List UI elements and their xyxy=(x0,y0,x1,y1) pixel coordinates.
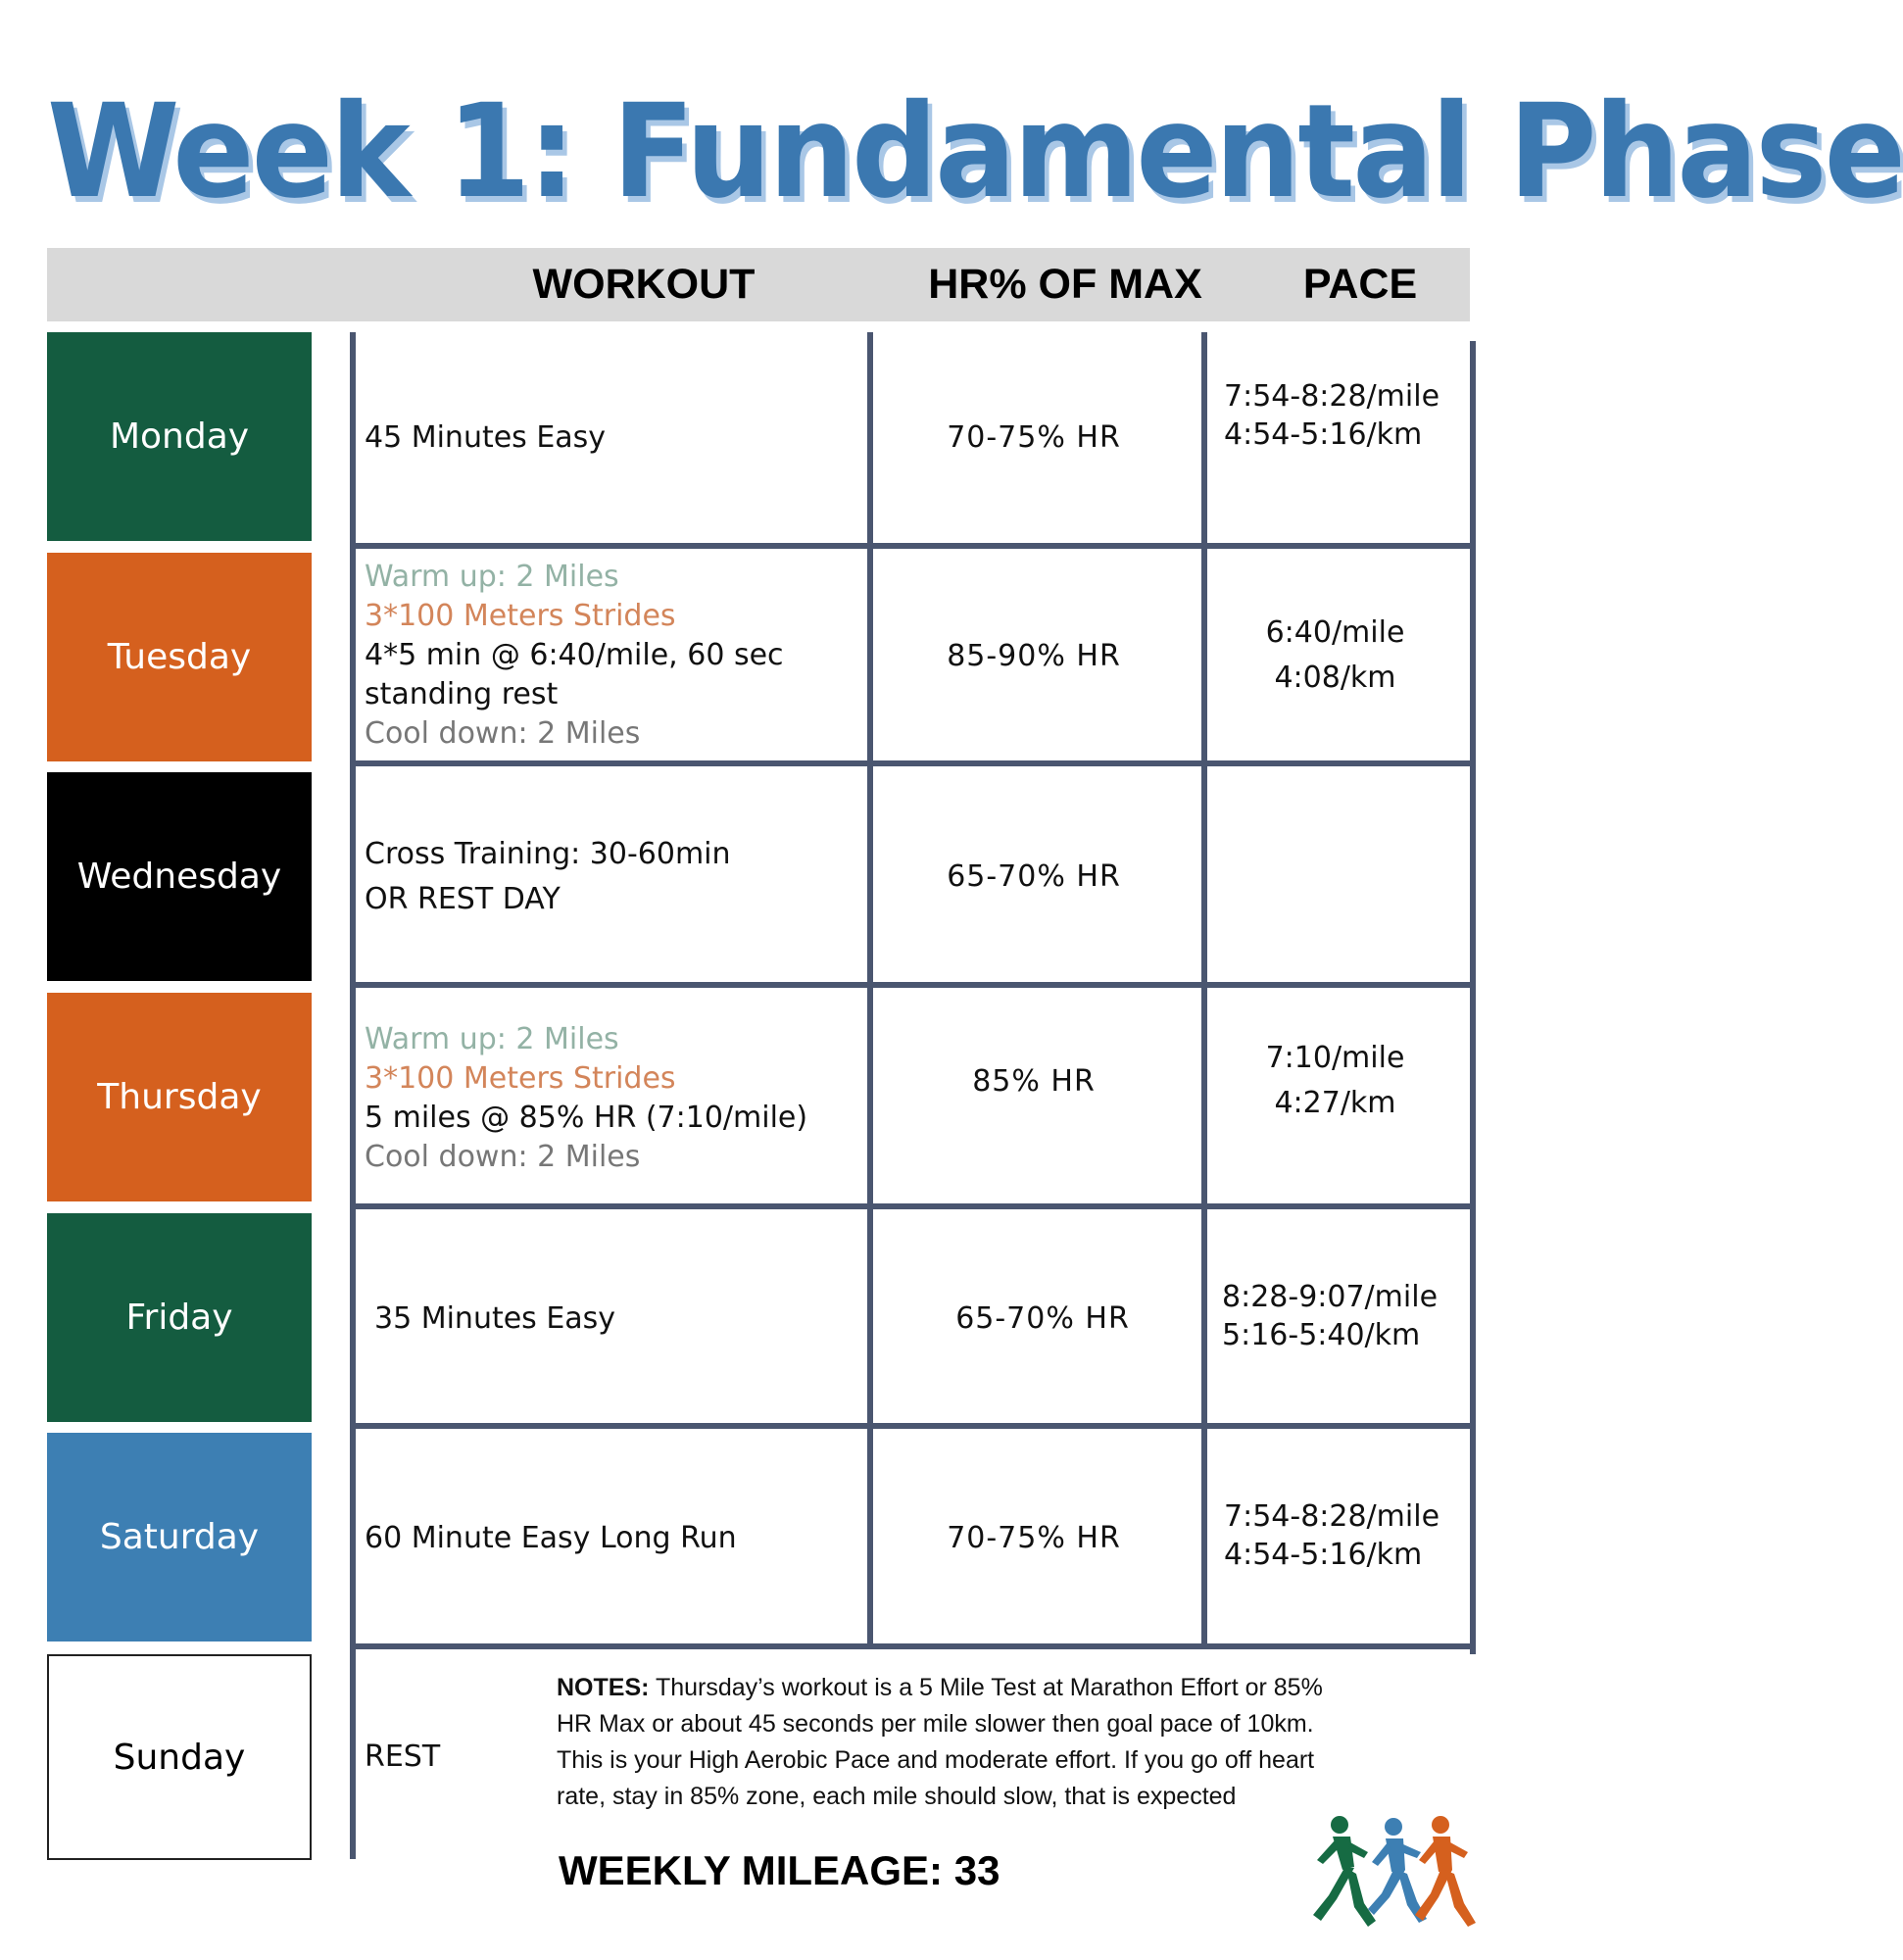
hr-cell-friday: 65-70% HR xyxy=(955,1301,1130,1336)
notes-label: NOTES: xyxy=(557,1674,650,1701)
day-label: Sunday xyxy=(113,1737,246,1778)
grid-line-left xyxy=(350,332,356,1859)
workout-line: Warm up: 2 Miles xyxy=(365,1021,619,1056)
grid-row-divider xyxy=(356,543,1473,549)
workout-line: Cross Training: 30-60min xyxy=(365,836,731,871)
day-thursday xyxy=(47,993,312,1201)
day-tuesday xyxy=(47,553,312,761)
pace-mile: 6:40/mile xyxy=(1265,615,1405,650)
weekly-mileage: WEEKLY MILEAGE: 33 xyxy=(559,1847,1000,1893)
workout-line: 3*100 Meters Strides xyxy=(365,1060,676,1096)
pace-mile: 8:28-9:07/mile xyxy=(1222,1280,1439,1314)
pace-km: 4:27/km xyxy=(1274,1086,1396,1120)
hr-cell-wednesday: 65-70% HR xyxy=(947,859,1121,894)
pace-cell-tuesday xyxy=(1200,553,1470,759)
workout-line: Cool down: 2 Miles xyxy=(365,716,641,751)
pace-cell-friday xyxy=(1200,1213,1470,1419)
day-wednesday xyxy=(47,772,312,981)
workout-cell-wednesday xyxy=(365,772,854,981)
pace-mile: 7:54-8:28/mile xyxy=(1224,1499,1440,1534)
notes xyxy=(557,1670,1458,1815)
day-label: Thursday xyxy=(97,1077,262,1117)
hr-cell-tuesday: 85-90% HR xyxy=(947,638,1121,673)
pace-cell-thursday xyxy=(1200,993,1470,1169)
day-label: Saturday xyxy=(99,1517,260,1557)
workout-cell-thursday xyxy=(365,993,854,1203)
pace-cell-saturday xyxy=(1200,1433,1470,1639)
workout-line: 4*5 min @ 6:40/mile, 60 sec xyxy=(365,638,784,672)
workout-line: Cool down: 2 Miles xyxy=(365,1139,641,1174)
grid-row-divider xyxy=(356,1643,1473,1649)
hr-cell-monday: 70-75% HR xyxy=(947,420,1121,455)
workout-line: 3*100 Meters Strides xyxy=(365,599,676,633)
workout-line: 35 Minutes Easy xyxy=(374,1300,616,1336)
workout-cell-saturday xyxy=(365,1433,854,1643)
pace-km: 5:16-5:40/km xyxy=(1222,1318,1421,1352)
pace-km: 4:54-5:16/km xyxy=(1224,1538,1423,1572)
notes-line: rate, stay in 85% zone, each mile should slow, that is expected xyxy=(557,1783,1237,1810)
day-label: Wednesday xyxy=(76,857,282,897)
workout-line: Warm up: 2 Miles xyxy=(365,560,619,594)
pace-mile: 7:10/mile xyxy=(1265,1041,1405,1075)
pace-mile: 7:54-8:28/mile xyxy=(1224,379,1440,414)
grid-row-divider xyxy=(356,982,1473,988)
workout-cell-friday xyxy=(365,1213,854,1424)
notes-line xyxy=(557,1670,1458,1706)
workout-line: OR REST DAY xyxy=(365,881,561,916)
pace-km: 4:54-5:16/km xyxy=(1224,417,1423,452)
workout-line: REST xyxy=(365,1740,441,1774)
header-pace: PACE xyxy=(1302,261,1418,308)
grid-row-divider xyxy=(356,760,1473,766)
header-workout: WORKOUT xyxy=(532,261,756,308)
runners-logo-icon xyxy=(1295,1813,1482,1936)
header-hr: HR% OF MAX xyxy=(928,261,1202,308)
workout-cell-tuesday xyxy=(365,553,854,759)
workout-line: standing rest xyxy=(365,677,559,711)
workout-line: 5 miles @ 85% HR (7:10/mile) xyxy=(365,1100,808,1135)
workout-line: 45 Minutes Easy xyxy=(365,419,607,455)
grid-row-divider xyxy=(356,1203,1473,1209)
day-label: Friday xyxy=(125,1298,233,1338)
notes-line: This is your High Aerobic Pace and moderate effort. If you go off heart xyxy=(557,1746,1315,1774)
day-friday xyxy=(47,1213,312,1422)
day-label: Tuesday xyxy=(107,637,252,677)
day-sunday xyxy=(47,1654,312,1860)
workout-cell-monday xyxy=(365,332,854,543)
hr-cell-saturday: 70-75% HR xyxy=(947,1521,1121,1555)
table-header xyxy=(47,248,1470,321)
workout-line: 60 Minute Easy Long Run xyxy=(365,1520,737,1555)
notes-line: HR Max or about 45 seconds per mile slower then goal pace of 10km. xyxy=(557,1710,1314,1738)
notes-text: Thursday’s workout is a 5 Mile Test at Marathon Effort or 85% xyxy=(649,1674,1323,1701)
day-monday xyxy=(47,332,312,541)
hr-cell-thursday: 85% HR xyxy=(972,1063,1096,1099)
page-title: Week 1: Fundamental Phase xyxy=(47,76,1903,227)
day-saturday xyxy=(47,1433,312,1642)
day-label: Monday xyxy=(109,416,250,457)
pace-cell-monday xyxy=(1200,332,1470,499)
grid-line-right xyxy=(1470,341,1476,1654)
pace-km: 4:08/km xyxy=(1274,661,1396,695)
